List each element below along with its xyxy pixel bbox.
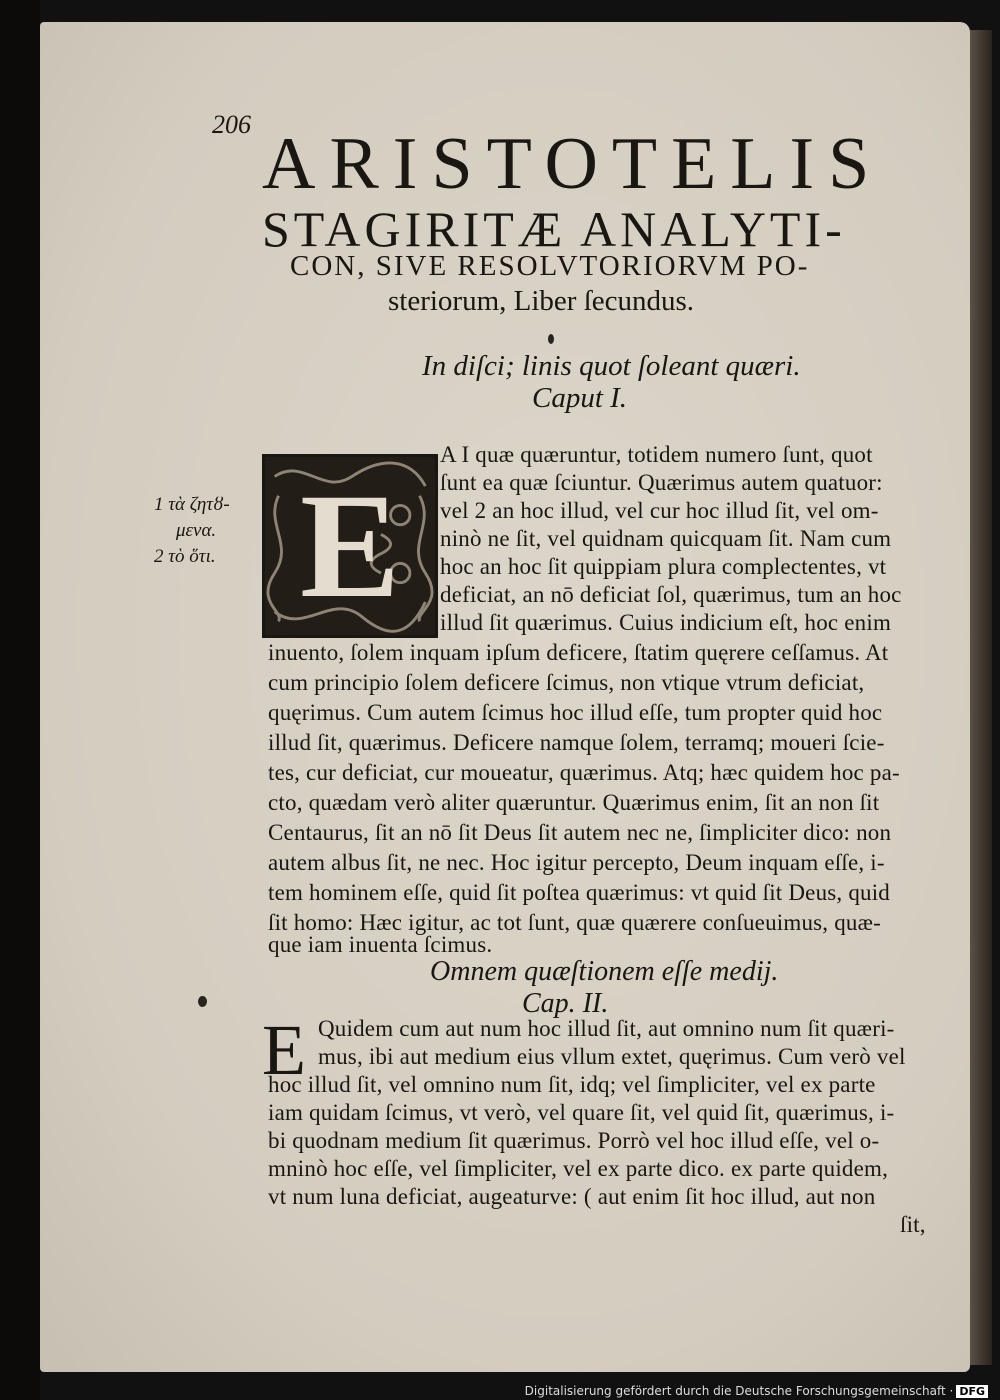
- ink-spot: [198, 996, 207, 1007]
- chapter-2-heading: Omnem quæſtionem eſſe medij.: [430, 956, 779, 987]
- margin-note-line: μενα.: [176, 520, 217, 541]
- chapter-1-line: quęrimus. Cum autem ſcimus hoc illud eſſe, tum propter quid hoc: [268, 700, 883, 725]
- chapter-1-first-line: illud ſit quærimus. Cuius indicium eſt, hoc enim: [440, 610, 892, 635]
- margin-note-line: 1 τὰ ζητȣ-: [154, 494, 230, 515]
- chapter-1-line: cto, quædam verò aliter quæruntur. Quærimus enim, ſit an non ſit: [268, 790, 880, 815]
- title-line-2: STAGIRITÆ ANALYTI-: [262, 201, 846, 257]
- page-number: 206: [212, 110, 251, 139]
- margin-note-line: 2 τὸ ὅτι.: [154, 546, 216, 567]
- chapter-1-first-line: ſunt ea quæ ſciuntur. Quærimus autem quatuor:: [440, 470, 883, 495]
- chapter-2-line: bi quodnam medium ſit quærimus. Porrò vel hoc illud eſſe, vel o-: [268, 1128, 880, 1153]
- chapter-1-line: cum principio ſolem deficere ſcimus, non vtique vtrum deficiat,: [268, 670, 865, 695]
- chapter-2-initial: E: [262, 1010, 306, 1090]
- book-spine: [0, 0, 40, 1400]
- chapter-2-line: iam quidam ſcimus, vt verò, vel quare ſit, vel quid ſit, quærimus, i-: [268, 1100, 895, 1125]
- chapter-1-first-line: ninò ne ſit, vel quidnam quicquam ſit. Nam cum: [440, 526, 892, 551]
- chapter-1-first-line: A I quæ quæruntur, totidem numero ſunt, quot: [440, 442, 873, 467]
- chapter-2-caput: Cap. II.: [522, 988, 609, 1019]
- chapter-1-line: tem hominem eſſe, quid ſit poſtea quærimus: vt quid ſit Deus, quid: [268, 880, 891, 905]
- catchword: ſit,: [900, 1212, 926, 1237]
- dfg-logo: DFG: [956, 1385, 988, 1398]
- page-edge: [970, 30, 992, 1365]
- chapter-1-line: illud ſit, quærimus. Deficere namque ſolem, terramq; moueri ſcie-: [268, 730, 885, 755]
- title-line-3: CON, SIVE RESOLVTORIORVM PO-: [290, 250, 810, 282]
- chapter-2-line: mninò hoc eſſe, vel ſimpliciter, vel ex parte dico. ex parte quidem,: [268, 1156, 889, 1181]
- chapter-2-line: vt num luna deficiat, augeaturve: ( aut enim ſit hoc illud, aut non: [268, 1184, 876, 1209]
- chapter-1-line: ſit homo: Hæc igitur, ac tot ſunt, quæ quærere conſueuimus, quæ-: [268, 910, 882, 935]
- ink-spot: [548, 334, 554, 344]
- chapter-2-first-line: Quidem cum aut num hoc illud ſit, aut omnino num ſit quæri-: [318, 1016, 895, 1041]
- digitization-footer: [525, 1384, 988, 1398]
- chapter-1-line: que iam inuenta ſcimus.: [268, 932, 493, 957]
- decorated-initial: [262, 454, 438, 638]
- chapter-1-first-line: deficiat, an nō deficiat ſol, quærimus, tum an hoc: [440, 582, 902, 607]
- chapter-1-first-line: hoc an hoc ſit quippiam plura complectentes, vt: [440, 554, 887, 579]
- chapter-1-line: tes, cur deficiat, cur moueatur, quærimus. Atq; hæc quidem hoc pa-: [268, 760, 900, 785]
- chapter-2-first-line: mus, ibi aut medium eius vllum extet, quęrimus. Cum verò vel: [318, 1044, 906, 1069]
- footer-text: Digitalisierung gefördert durch die Deutsche Forschungsgemeinschaft ·: [524, 1384, 954, 1398]
- chapter-1-caput: Caput I.: [532, 382, 628, 414]
- chapter-1-heading: In diſci; linis quot ſoleant quæri.: [422, 350, 801, 382]
- chapter-1-line: autem albus ſit, ne nec. Hoc igitur percepto, Deum inquam eſſe, i-: [268, 850, 885, 875]
- chapter-2-line: hoc illud ſit, vel omnino num ſit, idq; vel ſimpliciter, vel ex parte: [268, 1072, 876, 1097]
- title-line-4: steriorum, Liber ſecundus.: [388, 285, 695, 317]
- title-line-1: ARISTOTELIS: [262, 123, 884, 205]
- chapter-1-line: inuento, ſolem inquam ipſum deficere, ſtatim quęrere ceſſamus. At: [268, 640, 889, 665]
- initial-letter: E: [300, 463, 401, 629]
- chapter-1-line: Centaurus, ſit an nō ſit Deus ſit autem nec ne, ſimpliciter dico: non: [268, 820, 892, 845]
- chapter-1-first-line: vel 2 an hoc illud, vel cur hoc illud ſit, vel om-: [440, 498, 879, 523]
